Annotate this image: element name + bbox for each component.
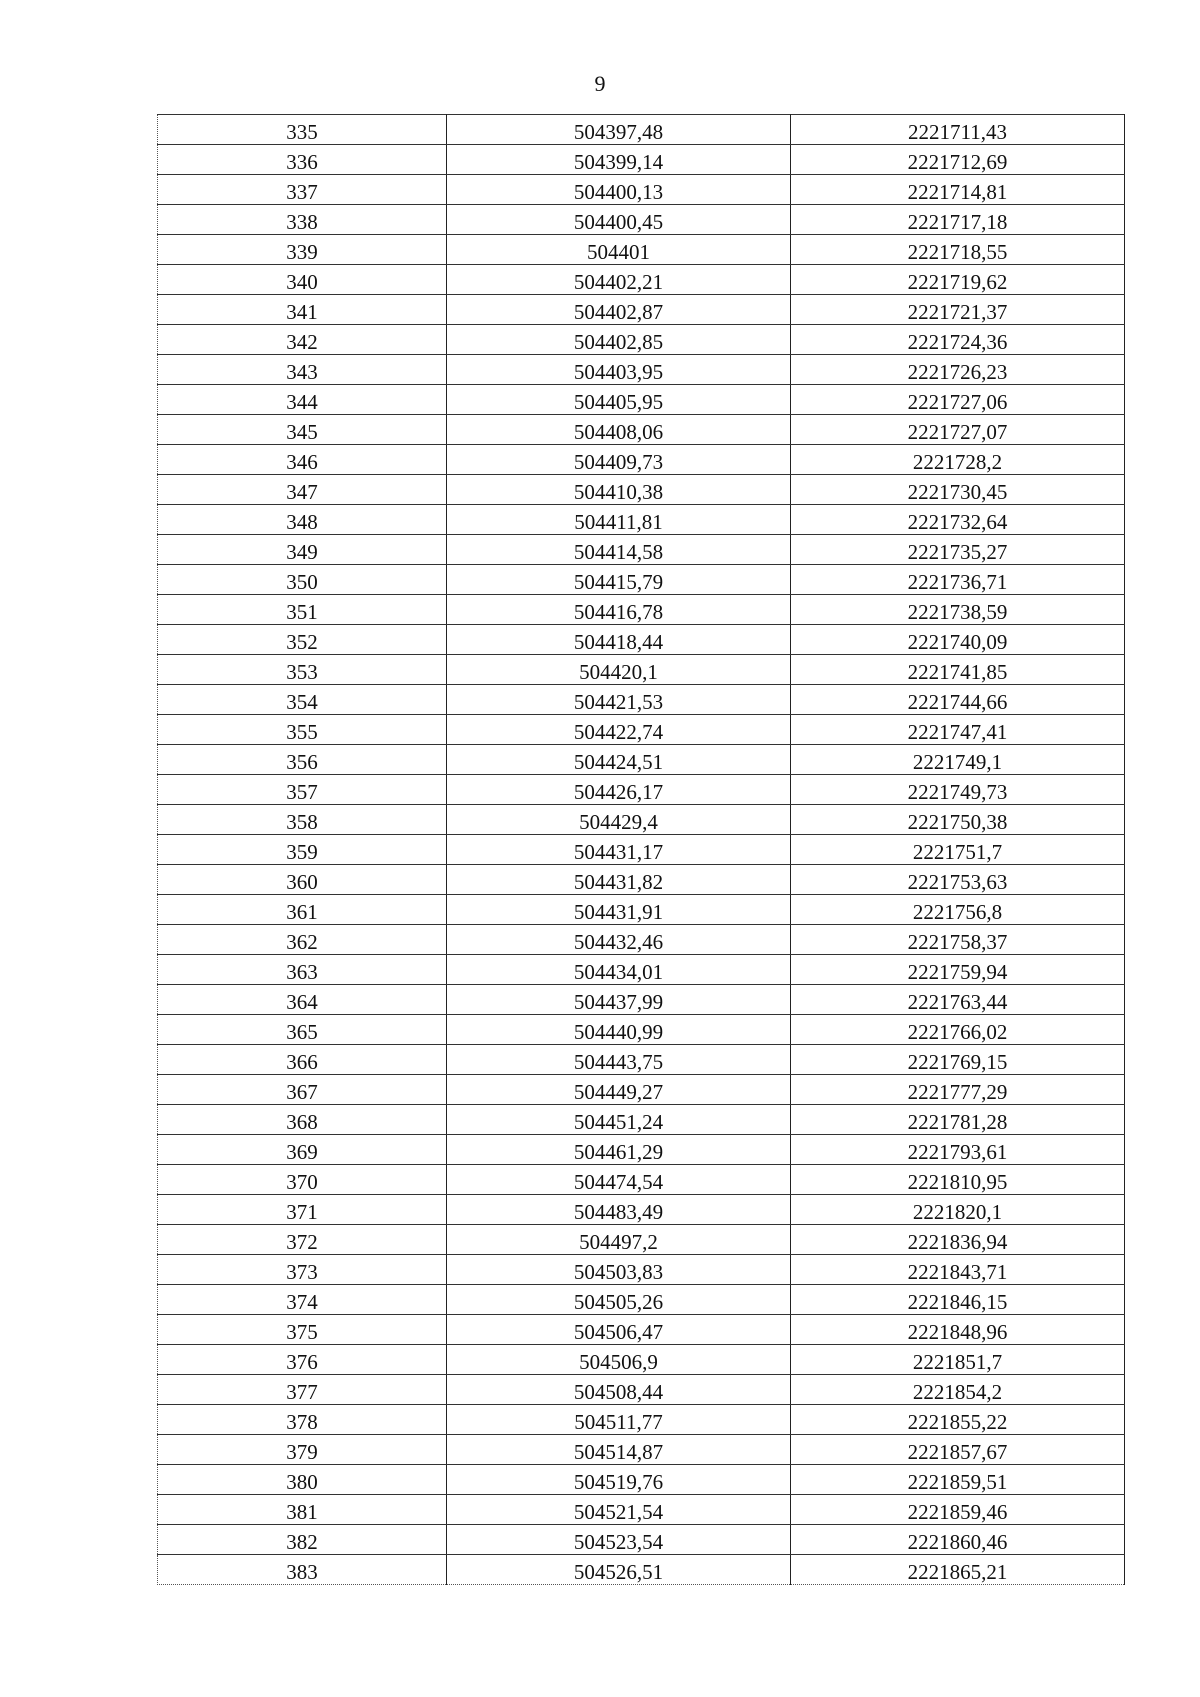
- y-coordinate-cell: 2221738,59: [791, 595, 1125, 625]
- x-coordinate-cell: 504399,14: [447, 145, 791, 175]
- table-row: [158, 625, 1125, 655]
- table-row: [158, 1375, 1125, 1405]
- table-row: [158, 1345, 1125, 1375]
- y-coordinate-cell: 2221747,41: [791, 715, 1125, 745]
- y-coordinate-cell: 2221848,96: [791, 1315, 1125, 1345]
- x-coordinate-cell: 504461,29: [447, 1135, 791, 1165]
- point-number-cell: 379: [158, 1435, 447, 1465]
- point-number-cell: 369: [158, 1135, 447, 1165]
- y-coordinate-cell: 2221749,1: [791, 745, 1125, 775]
- table-row: [158, 865, 1125, 895]
- point-number-cell: 358: [158, 805, 447, 835]
- y-coordinate-cell: 2221726,23: [791, 355, 1125, 385]
- y-coordinate-cell: 2221719,62: [791, 265, 1125, 295]
- y-coordinate-cell: 2221810,95: [791, 1165, 1125, 1195]
- y-coordinate-cell: 2221846,15: [791, 1285, 1125, 1315]
- x-coordinate-cell: 504414,58: [447, 535, 791, 565]
- y-coordinate-cell: 2221749,73: [791, 775, 1125, 805]
- x-coordinate-cell: 504505,26: [447, 1285, 791, 1315]
- point-number-cell: 359: [158, 835, 447, 865]
- point-number-cell: 348: [158, 505, 447, 535]
- point-number-cell: 336: [158, 145, 447, 175]
- table-row: [158, 1255, 1125, 1285]
- point-number-cell: 364: [158, 985, 447, 1015]
- point-number-cell: 383: [158, 1555, 447, 1585]
- table-row: [158, 535, 1125, 565]
- y-coordinate-cell: 2221727,07: [791, 415, 1125, 445]
- x-coordinate-cell: 504420,1: [447, 655, 791, 685]
- y-coordinate-cell: 2221777,29: [791, 1075, 1125, 1105]
- table-row: [158, 1075, 1125, 1105]
- x-coordinate-cell: 504401: [447, 235, 791, 265]
- table-row: [158, 1465, 1125, 1495]
- x-coordinate-cell: 504418,44: [447, 625, 791, 655]
- point-number-cell: 347: [158, 475, 447, 505]
- x-coordinate-cell: 504402,21: [447, 265, 791, 295]
- x-coordinate-cell: 504497,2: [447, 1225, 791, 1255]
- table-row: [158, 1015, 1125, 1045]
- point-number-cell: 366: [158, 1045, 447, 1075]
- y-coordinate-cell: 2221721,37: [791, 295, 1125, 325]
- point-number-cell: 352: [158, 625, 447, 655]
- table-row: [158, 115, 1125, 145]
- table-row: [158, 415, 1125, 445]
- table-row: [158, 475, 1125, 505]
- x-coordinate-cell: 504440,99: [447, 1015, 791, 1045]
- table-row: [158, 925, 1125, 955]
- point-number-cell: 371: [158, 1195, 447, 1225]
- point-number-cell: 340: [158, 265, 447, 295]
- point-number-cell: 335: [158, 115, 447, 145]
- y-coordinate-cell: 2221712,69: [791, 145, 1125, 175]
- y-coordinate-cell: 2221758,37: [791, 925, 1125, 955]
- y-coordinate-cell: 2221728,2: [791, 445, 1125, 475]
- point-number-cell: 374: [158, 1285, 447, 1315]
- y-coordinate-cell: 2221714,81: [791, 175, 1125, 205]
- x-coordinate-cell: 504519,76: [447, 1465, 791, 1495]
- point-number-cell: 363: [158, 955, 447, 985]
- x-coordinate-cell: 504409,73: [447, 445, 791, 475]
- table-row: [158, 715, 1125, 745]
- table-row: [158, 505, 1125, 535]
- x-coordinate-cell: 504400,45: [447, 205, 791, 235]
- point-number-cell: 354: [158, 685, 447, 715]
- point-number-cell: 380: [158, 1465, 447, 1495]
- x-coordinate-cell: 504426,17: [447, 775, 791, 805]
- point-number-cell: 367: [158, 1075, 447, 1105]
- table-row: [158, 745, 1125, 775]
- point-number-cell: 337: [158, 175, 447, 205]
- x-coordinate-cell: 504402,87: [447, 295, 791, 325]
- y-coordinate-cell: 2221843,71: [791, 1255, 1125, 1285]
- point-number-cell: 378: [158, 1405, 447, 1435]
- point-number-cell: 361: [158, 895, 447, 925]
- point-number-cell: 360: [158, 865, 447, 895]
- point-number-cell: 362: [158, 925, 447, 955]
- point-number-cell: 342: [158, 325, 447, 355]
- table-row: [158, 805, 1125, 835]
- table-row: [158, 655, 1125, 685]
- table-row: [158, 1315, 1125, 1345]
- y-coordinate-cell: 2221741,85: [791, 655, 1125, 685]
- x-coordinate-cell: 504449,27: [447, 1075, 791, 1105]
- table-row: [158, 985, 1125, 1015]
- point-number-cell: 355: [158, 715, 447, 745]
- table-row: [158, 265, 1125, 295]
- x-coordinate-cell: 504422,74: [447, 715, 791, 745]
- x-coordinate-cell: 504434,01: [447, 955, 791, 985]
- x-coordinate-cell: 504397,48: [447, 115, 791, 145]
- point-number-cell: 375: [158, 1315, 447, 1345]
- table-row: [158, 1225, 1125, 1255]
- table-row: [158, 1285, 1125, 1315]
- x-coordinate-cell: 504416,78: [447, 595, 791, 625]
- table-row: [158, 1495, 1125, 1525]
- x-coordinate-cell: 504405,95: [447, 385, 791, 415]
- point-number-cell: 381: [158, 1495, 447, 1525]
- x-coordinate-cell: 504503,83: [447, 1255, 791, 1285]
- point-number-cell: 349: [158, 535, 447, 565]
- y-coordinate-cell: 2221711,43: [791, 115, 1125, 145]
- point-number-cell: 341: [158, 295, 447, 325]
- y-coordinate-cell: 2221740,09: [791, 625, 1125, 655]
- x-coordinate-cell: 504431,91: [447, 895, 791, 925]
- y-coordinate-cell: 2221756,8: [791, 895, 1125, 925]
- point-number-cell: 373: [158, 1255, 447, 1285]
- point-number-cell: 372: [158, 1225, 447, 1255]
- point-number-cell: 344: [158, 385, 447, 415]
- point-number-cell: 376: [158, 1345, 447, 1375]
- point-number-cell: 368: [158, 1105, 447, 1135]
- y-coordinate-cell: 2221753,63: [791, 865, 1125, 895]
- point-number-cell: 370: [158, 1165, 447, 1195]
- y-coordinate-cell: 2221763,44: [791, 985, 1125, 1015]
- x-coordinate-cell: 504424,51: [447, 745, 791, 775]
- x-coordinate-cell: 504526,51: [447, 1555, 791, 1585]
- table-row: [158, 775, 1125, 805]
- y-coordinate-cell: 2221736,71: [791, 565, 1125, 595]
- point-number-cell: 343: [158, 355, 447, 385]
- y-coordinate-cell: 2221751,7: [791, 835, 1125, 865]
- table-row: [158, 295, 1125, 325]
- x-coordinate-cell: 504437,99: [447, 985, 791, 1015]
- x-coordinate-cell: 504410,38: [447, 475, 791, 505]
- x-coordinate-cell: 504403,95: [447, 355, 791, 385]
- point-number-cell: 357: [158, 775, 447, 805]
- table-row: [158, 685, 1125, 715]
- y-coordinate-cell: 2221730,45: [791, 475, 1125, 505]
- table-row: [158, 1105, 1125, 1135]
- table-row: [158, 235, 1125, 265]
- x-coordinate-cell: 504523,54: [447, 1525, 791, 1555]
- table-row: [158, 1555, 1125, 1585]
- point-number-cell: 345: [158, 415, 447, 445]
- point-number-cell: 365: [158, 1015, 447, 1045]
- table-row: [158, 355, 1125, 385]
- y-coordinate-cell: 2221718,55: [791, 235, 1125, 265]
- point-number-cell: 351: [158, 595, 447, 625]
- table-row: [158, 385, 1125, 415]
- point-number-cell: 338: [158, 205, 447, 235]
- x-coordinate-cell: 504514,87: [447, 1435, 791, 1465]
- x-coordinate-cell: 504474,54: [447, 1165, 791, 1195]
- x-coordinate-cell: 504451,24: [447, 1105, 791, 1135]
- x-coordinate-cell: 504421,53: [447, 685, 791, 715]
- y-coordinate-cell: 2221727,06: [791, 385, 1125, 415]
- y-coordinate-cell: 2221836,94: [791, 1225, 1125, 1255]
- y-coordinate-cell: 2221769,15: [791, 1045, 1125, 1075]
- x-coordinate-cell: 504506,9: [447, 1345, 791, 1375]
- x-coordinate-cell: 504431,82: [447, 865, 791, 895]
- y-coordinate-cell: 2221724,36: [791, 325, 1125, 355]
- y-coordinate-cell: 2221865,21: [791, 1555, 1125, 1585]
- point-number-cell: 356: [158, 745, 447, 775]
- y-coordinate-cell: 2221859,46: [791, 1495, 1125, 1525]
- y-coordinate-cell: 2221857,67: [791, 1435, 1125, 1465]
- point-number-cell: 339: [158, 235, 447, 265]
- coordinates-table: [157, 114, 1125, 1585]
- x-coordinate-cell: 504408,06: [447, 415, 791, 445]
- x-coordinate-cell: 504429,4: [447, 805, 791, 835]
- table-row: [158, 145, 1125, 175]
- page-number: 9: [594, 71, 606, 96]
- x-coordinate-cell: 504431,17: [447, 835, 791, 865]
- table-row: [158, 205, 1125, 235]
- point-number-cell: 382: [158, 1525, 447, 1555]
- table-row: [158, 955, 1125, 985]
- table-row: [158, 895, 1125, 925]
- y-coordinate-cell: 2221854,2: [791, 1375, 1125, 1405]
- x-coordinate-cell: 504511,77: [447, 1405, 791, 1435]
- x-coordinate-cell: 504508,44: [447, 1375, 791, 1405]
- x-coordinate-cell: 504483,49: [447, 1195, 791, 1225]
- table-row: [158, 1195, 1125, 1225]
- x-coordinate-cell: 504506,47: [447, 1315, 791, 1345]
- point-number-cell: 377: [158, 1375, 447, 1405]
- y-coordinate-cell: 2221744,66: [791, 685, 1125, 715]
- table-row: [158, 445, 1125, 475]
- y-coordinate-cell: 2221855,22: [791, 1405, 1125, 1435]
- y-coordinate-cell: 2221759,94: [791, 955, 1125, 985]
- table-row: [158, 325, 1125, 355]
- x-coordinate-cell: 504415,79: [447, 565, 791, 595]
- table-row: [158, 595, 1125, 625]
- table-row: [158, 1165, 1125, 1195]
- point-number-cell: 350: [158, 565, 447, 595]
- x-coordinate-cell: 504432,46: [447, 925, 791, 955]
- table-row: [158, 835, 1125, 865]
- table-row: [158, 175, 1125, 205]
- y-coordinate-cell: 2221793,61: [791, 1135, 1125, 1165]
- y-coordinate-cell: 2221735,27: [791, 535, 1125, 565]
- table-row: [158, 1435, 1125, 1465]
- y-coordinate-cell: 2221717,18: [791, 205, 1125, 235]
- point-number-cell: 346: [158, 445, 447, 475]
- x-coordinate-cell: 504521,54: [447, 1495, 791, 1525]
- x-coordinate-cell: 504411,81: [447, 505, 791, 535]
- table-row: [158, 1405, 1125, 1435]
- y-coordinate-cell: 2221781,28: [791, 1105, 1125, 1135]
- table-row: [158, 1045, 1125, 1075]
- x-coordinate-cell: 504400,13: [447, 175, 791, 205]
- x-coordinate-cell: 504443,75: [447, 1045, 791, 1075]
- y-coordinate-cell: 2221766,02: [791, 1015, 1125, 1045]
- table-row: [158, 1135, 1125, 1165]
- x-coordinate-cell: 504402,85: [447, 325, 791, 355]
- y-coordinate-cell: 2221732,64: [791, 505, 1125, 535]
- point-number-cell: 353: [158, 655, 447, 685]
- y-coordinate-cell: 2221820,1: [791, 1195, 1125, 1225]
- table-row: [158, 565, 1125, 595]
- coordinates-table-body: [158, 115, 1125, 1585]
- y-coordinate-cell: 2221851,7: [791, 1345, 1125, 1375]
- y-coordinate-cell: 2221860,46: [791, 1525, 1125, 1555]
- y-coordinate-cell: 2221750,38: [791, 805, 1125, 835]
- table-row: [158, 1525, 1125, 1555]
- y-coordinate-cell: 2221859,51: [791, 1465, 1125, 1495]
